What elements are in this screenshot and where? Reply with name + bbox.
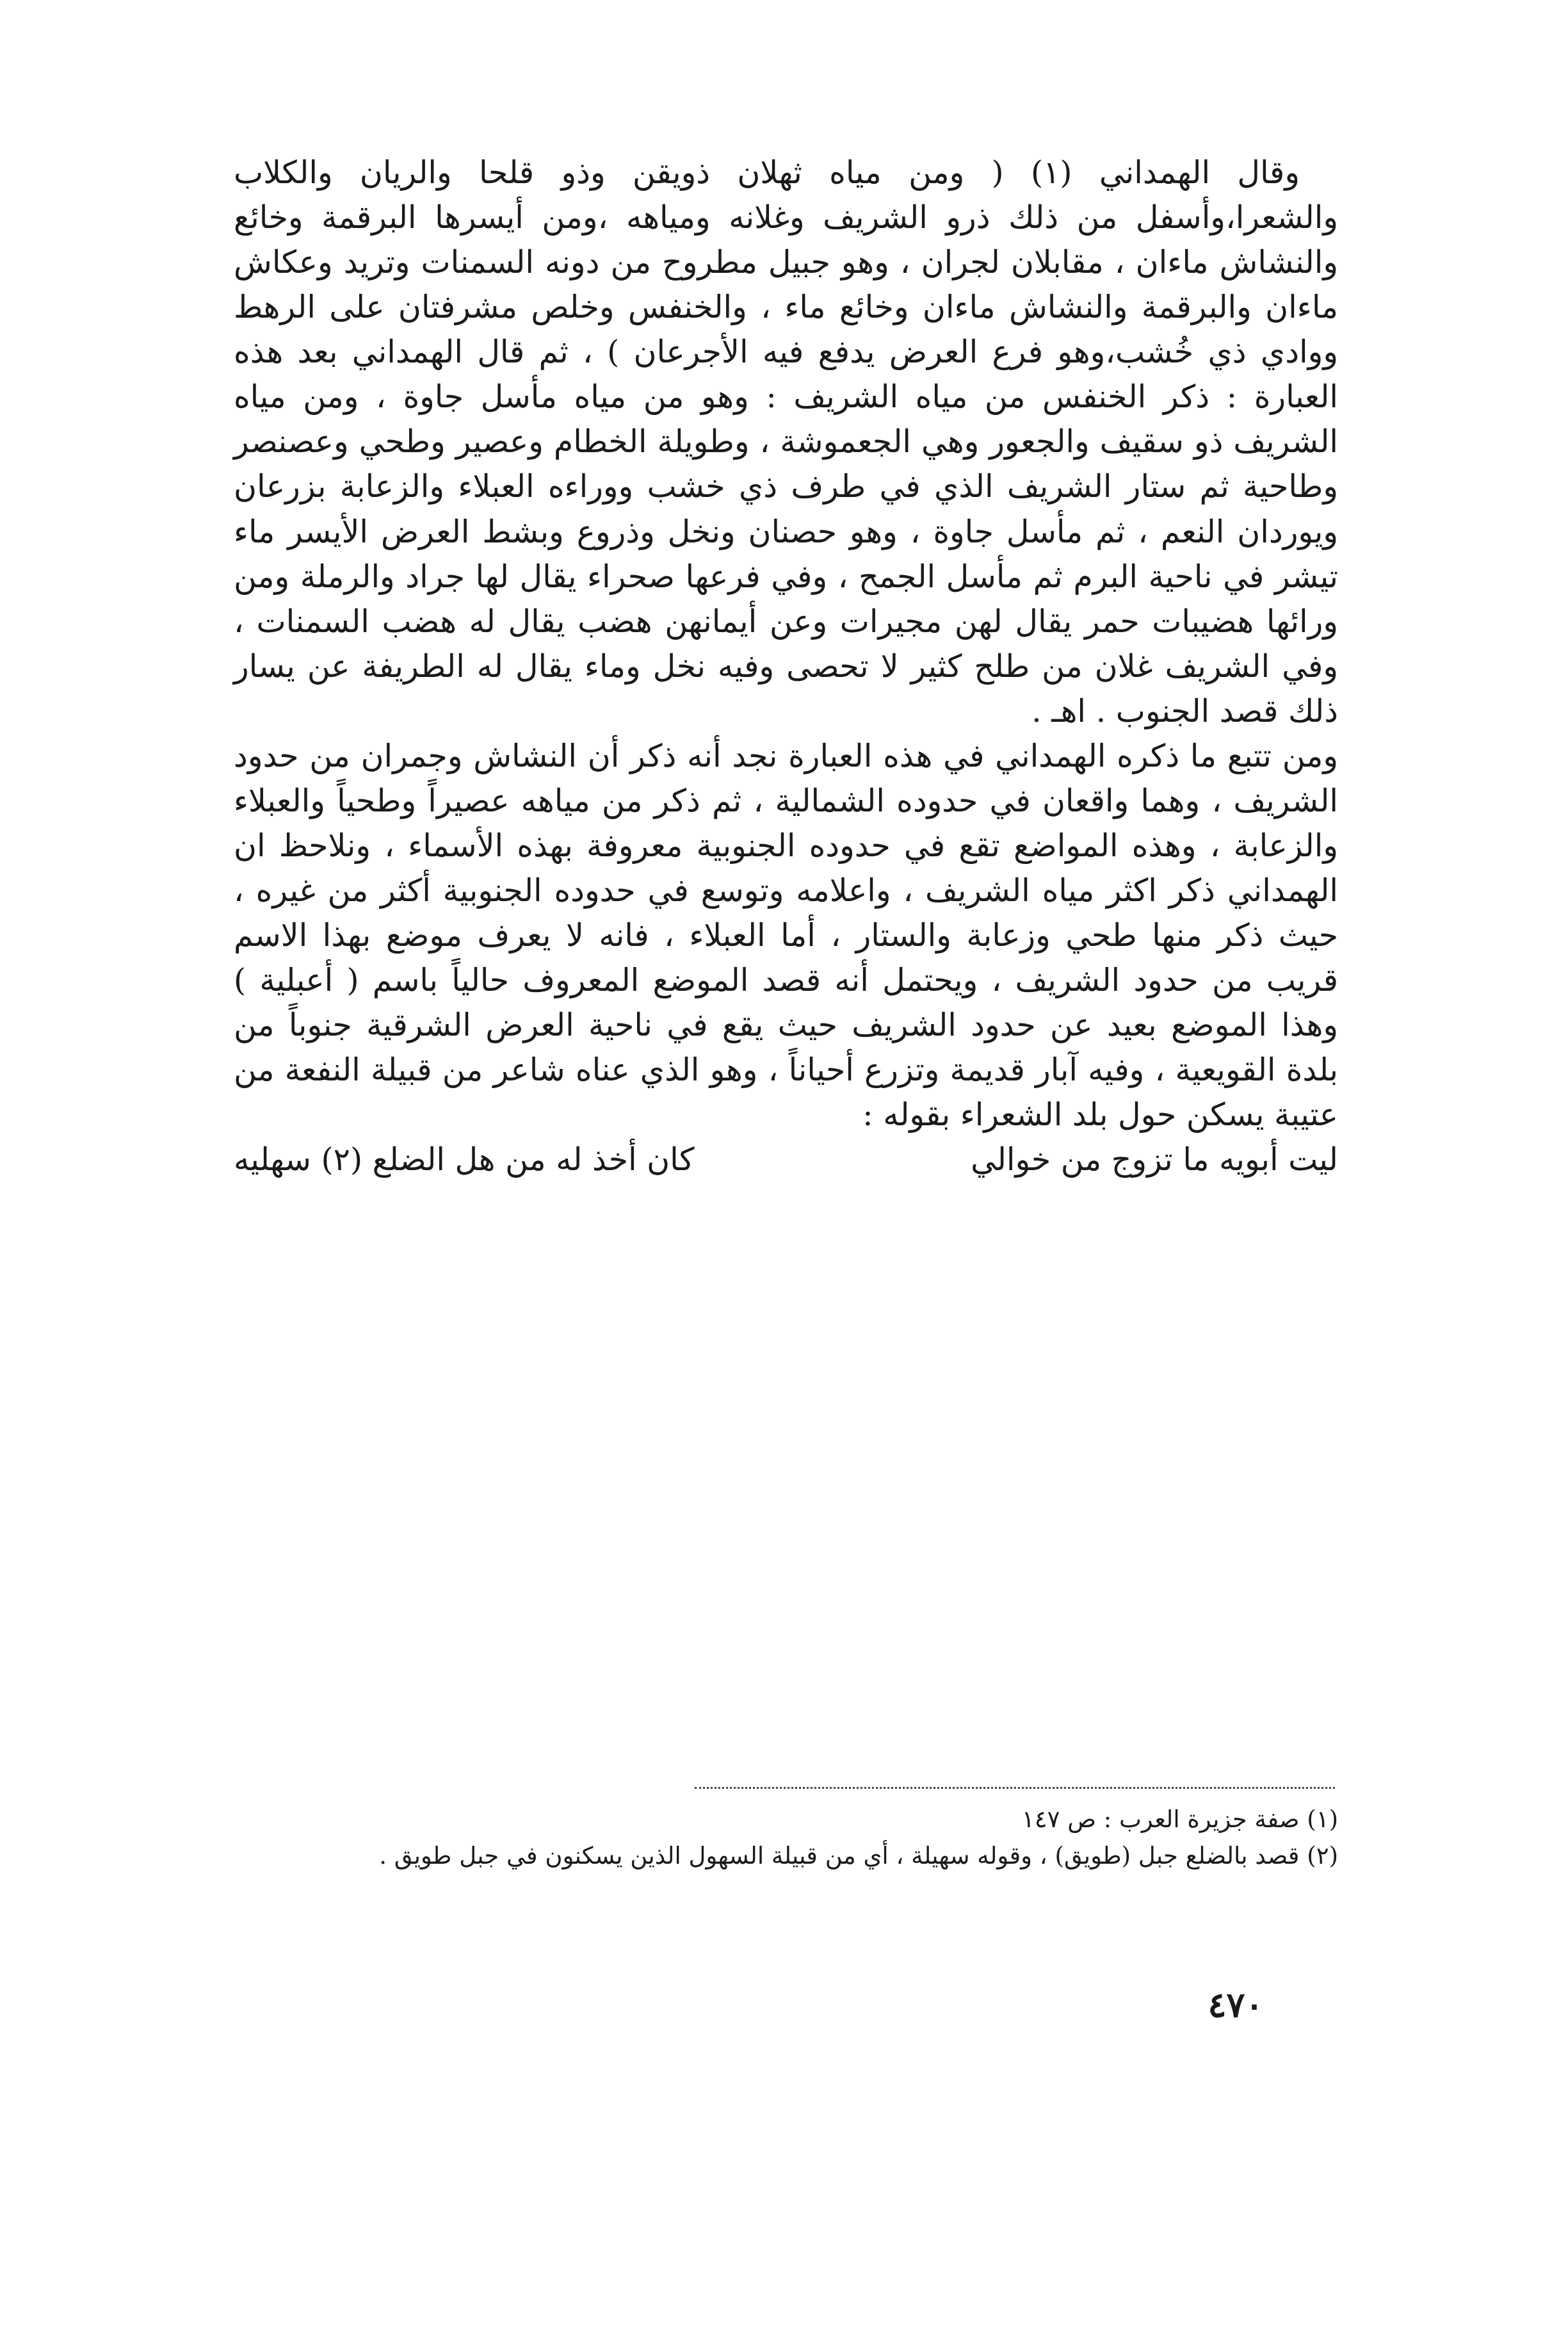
main-text xyxy=(234,151,1338,1182)
footnote-1: (١) صفة جزيرة العرب : ص ١٤٧ xyxy=(1021,1805,1338,1833)
page-number: ٤٧٠ xyxy=(1208,1984,1264,2025)
paragraph-analysis: ومن تتبع ما ذكره الهمداني في هذه العبارة نجد أنه ذكر أن النشاش وجمران من حدود الشريف ، وهما واقعان في حدوده الشمالية ، ثم ذكر من مياهه عصيراً وطحياً والعبلاء والزعابة ، وهذه المواضع تقع في حدوده الجنوبية معروفة بهذه الأسماء ، ونلاحظ ان الهمداني ذكر اكثر مياه الشريف ، واعلامه وتوسع في حدوده الجنوبية أكثر من غيره ، حيث ذكر منها طحي وزعابة والستار ، أما العبلاء ، فانه لا يعرف موضع بهذا الاسم قريب من حدود الشريف ، ويحتمل أنه قصد الموضع المعروف حالياً باسم ( أعبلية ) وهذا الموضع بعيد عن حدود الشريف حيث يقع في ناحية العرض الشرقية جنوباً من بلدة القويعية ، وفيه آبار قديمة وتزرع أحياناً ، وهو الذي عناه شاعر من قبيلة النفعة من عتيبة يسكن حول بلد الشعراء بقوله : xyxy=(234,737,1338,1134)
poem-verse xyxy=(234,1137,1338,1182)
footnotes xyxy=(234,1801,1338,1875)
verse-first-hemistich: ليت أبويه ما تزوج من خوالي xyxy=(971,1141,1338,1178)
verse-second-hemistich: كان أخذ له من هل الضلع (٢) سهليه xyxy=(234,1141,695,1178)
paragraph-hamdani-quote: وقال الهمداني (١) ( ومن مياه ثهلان ذويقن وذو قلحا والريان والكلاب والشعرا،وأسفل من ذلك ذرو الشريف وغلانه ومياهه ،ومن أيسرها البرقمة وخائع والنشاش ماءان ، مقابلان لجران ، وهو جبيل مطروح من دونه السمنات وتريد وعكاش ماءان والبرقمة والنشاش ماءان وخائع ماء ، والخنفس وخلص مشرفتان على الرهط ووادي ذي خُشب،وهو فرع العرض يدفع فيه الأجرعان ) ، ثم قال الهمداني بعد هذه العبارة : ذكر الخنفس من مياه الشريف : وهو من مياه مأسل جاوة ، ومن مياه الشريف ذو سقيف والجعور وهي الجعموشة ، وطويلة الخطام وعصير وطحي وعصنصر وطاحية ثم ستار الشريف الذي في طرف ذي خشب ووراءه العبلاء والزعابة بزرعان ويوردان النعم ، ثم مأسل جاوة ، وهو حصنان ونخل وذروع وبشط العرض الأيسر ماء تيشر في ناحية البرم ثم مأسل الجمح ، وفي فرعها صحراء يقال لها جراد والرملة ومن ورائها هضيبات حمر يقال لهن مجيرات وعن أيمانهن هضب يقال له هضب السمنات ، وفي الشريف غلان من طلح كثير لا تحصى وفيه نخل وماء يقال له الطريفة عن يسار ذلك قصد الجنوب . اهـ . xyxy=(234,154,1338,729)
footnote-2: (٢) قصد بالضلع جبل (طويق) ، وقوله سهيلة ، أي من قبيلة السهول الذين يسكنون في جبل طويق . xyxy=(379,1842,1338,1870)
footnote-separator xyxy=(695,1787,1335,1789)
